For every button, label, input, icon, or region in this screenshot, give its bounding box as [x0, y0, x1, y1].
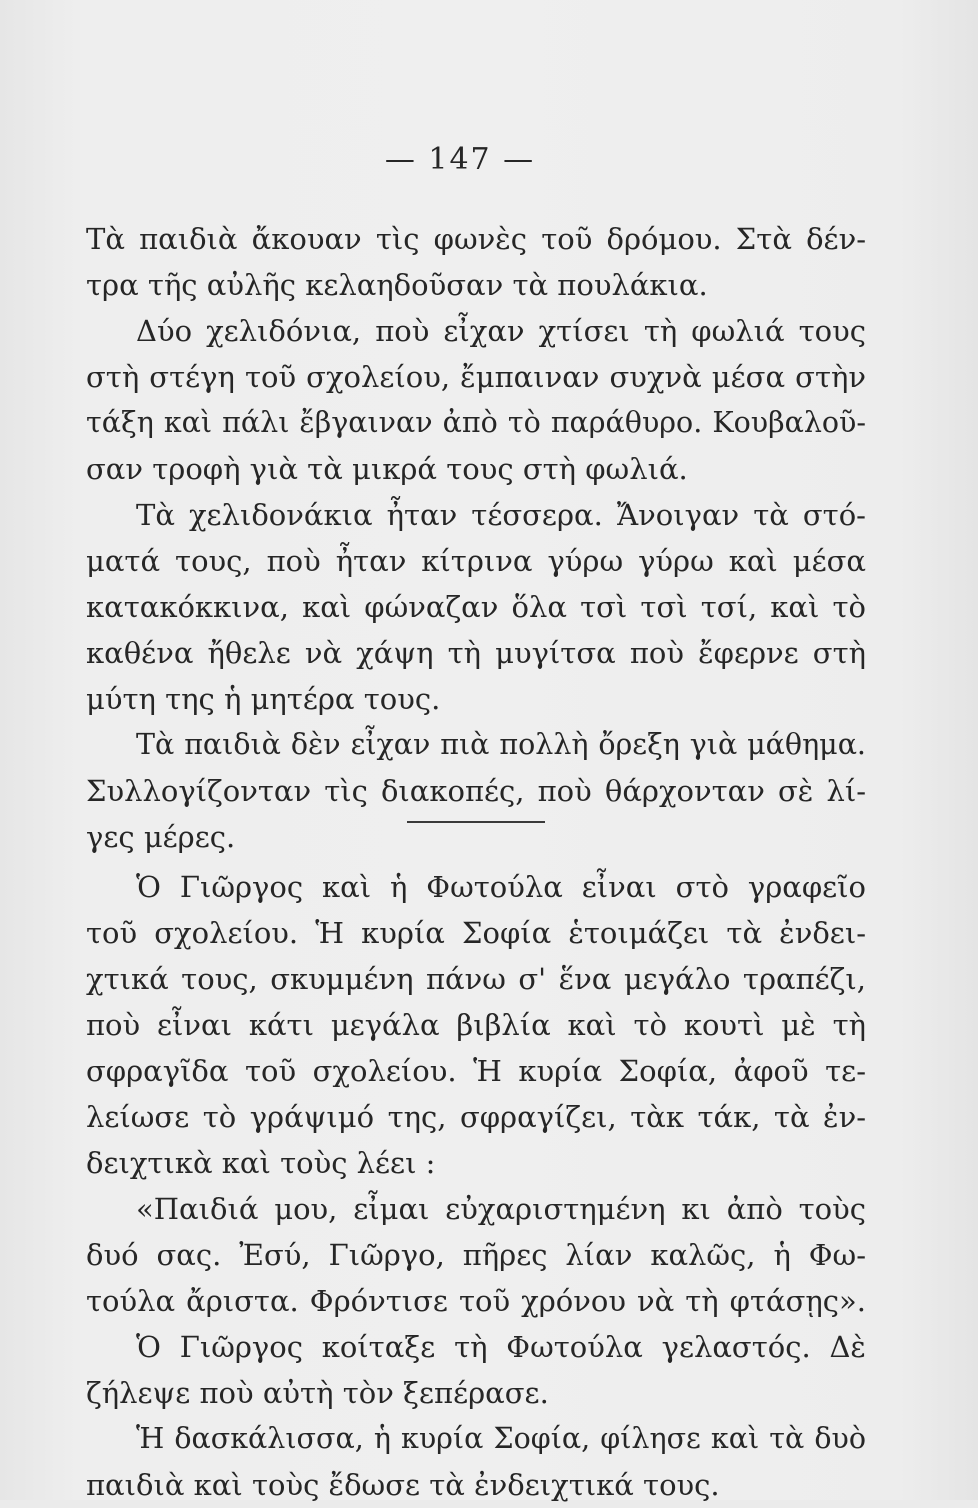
text-line: τρα τῆς αὐλῆς κελαηδοῦσαν τὰ πουλάκια. — [86, 268, 708, 302]
text-line: Τὰ παιδιὰ δὲν εἶχαν πιὰ πολλὴ ὄρεξη γιὰ μάθημα. — [136, 728, 866, 761]
text-line: ματά τους, ποὺ ἦταν κίτρινα γύρω γύρω καὶ μέσα — [86, 544, 866, 578]
text-line: δυό σας. Ἐσύ, Γιῶργο, πῆρες λίαν καλῶς, ἡ Φω- — [86, 1238, 866, 1272]
text-line: τοῦ σχολείου. Ἡ κυρία Σοφία ἑτοιμάζει τὰ ἐνδει- — [86, 916, 866, 950]
text-line: χτικά τους, σκυμμένη πάνω σ' ἕνα μεγάλο τραπέζι, — [86, 962, 866, 996]
text-line: σφραγῖδα τοῦ σχολείου. Ἡ κυρία Σοφία, ἀφοῦ τε- — [86, 1054, 866, 1088]
text-line: Δύο χελιδόνια, ποὺ εἶχαν χτίσει τὴ φωλιά τους — [136, 314, 866, 348]
text-line: μύτη της ἡ μητέρα τους. — [86, 682, 441, 716]
section-divider — [407, 821, 545, 823]
text-line: ποὺ εἶναι κάτι μεγάλα βιβλία καὶ τὸ κουτὶ μὲ τὴ — [86, 1008, 866, 1042]
text-line: Ἡ δασκάλισσα, ἡ κυρία Σοφία, φίλησε καὶ τὰ δυὸ — [136, 1422, 866, 1455]
text-line: ζήλεψε ποὺ αὐτὴ τὸν ξεπέρασε. — [86, 1376, 549, 1410]
text-line: Τὰ χελιδονάκια ἦταν τέσσερα. Ἄνοιγαν τὰ στό- — [136, 498, 866, 532]
text-line: καθένα ἤθελε νὰ χάψη τὴ μυγίτσα ποὺ ἔφερνε στὴ — [86, 636, 866, 670]
page-number: — 147 — — [384, 142, 536, 177]
text-line: στὴ στέγη τοῦ σχολείου, ἔμπαιναν συχνὰ μέσα στὴν — [86, 360, 866, 394]
text-line: Συλλογίζονταν τὶς διακοπές, ποὺ θάρχονταν σὲ λί- — [86, 774, 866, 808]
text-line: τούλα ἄριστα. Φρόντισε τοῦ χρόνου νὰ τὴ φτάσῃς». — [86, 1284, 866, 1318]
text-line: Ὁ Γιῶργος καὶ ἡ Φωτούλα εἶναι στὸ γραφεῖο — [136, 870, 866, 904]
text-line: δειχτικὰ καὶ τοὺς λέει : — [86, 1146, 436, 1180]
text-line: Ὁ Γιῶργος κοίταξε τὴ Φωτούλα γελαστός. Δὲ — [136, 1330, 866, 1364]
text-line: κατακόκκινα, καὶ φώναζαν ὅλα τσὶ τσὶ τσί, καὶ τὸ — [86, 590, 866, 624]
text-line: Τὰ παιδιὰ ἄκουαν τὶς φωνὲς τοῦ δρόμου. Στὰ δέν- — [86, 222, 866, 256]
text-line: λείωσε τὸ γράψιμό της, σφραγίζει, τὰκ τάκ, τὰ ἐν- — [86, 1100, 866, 1134]
text-line: τάξη καὶ πάλι ἔβγαιναν ἀπὸ τὸ παράθυρο. Κουβαλοῦ- — [86, 406, 866, 439]
text-line: γες μέρες. — [86, 820, 236, 854]
text-line: «Παιδιά μου, εἶμαι εὐχαριστημένη κι ἀπὸ τοὺς — [136, 1192, 866, 1226]
text-line: παιδιὰ καὶ τοὺς ἔδωσε τὰ ἐνδειχτικά τους. — [86, 1468, 720, 1502]
text-line: σαν τροφὴ γιὰ τὰ μικρά τους στὴ φωλιά. — [86, 452, 688, 486]
